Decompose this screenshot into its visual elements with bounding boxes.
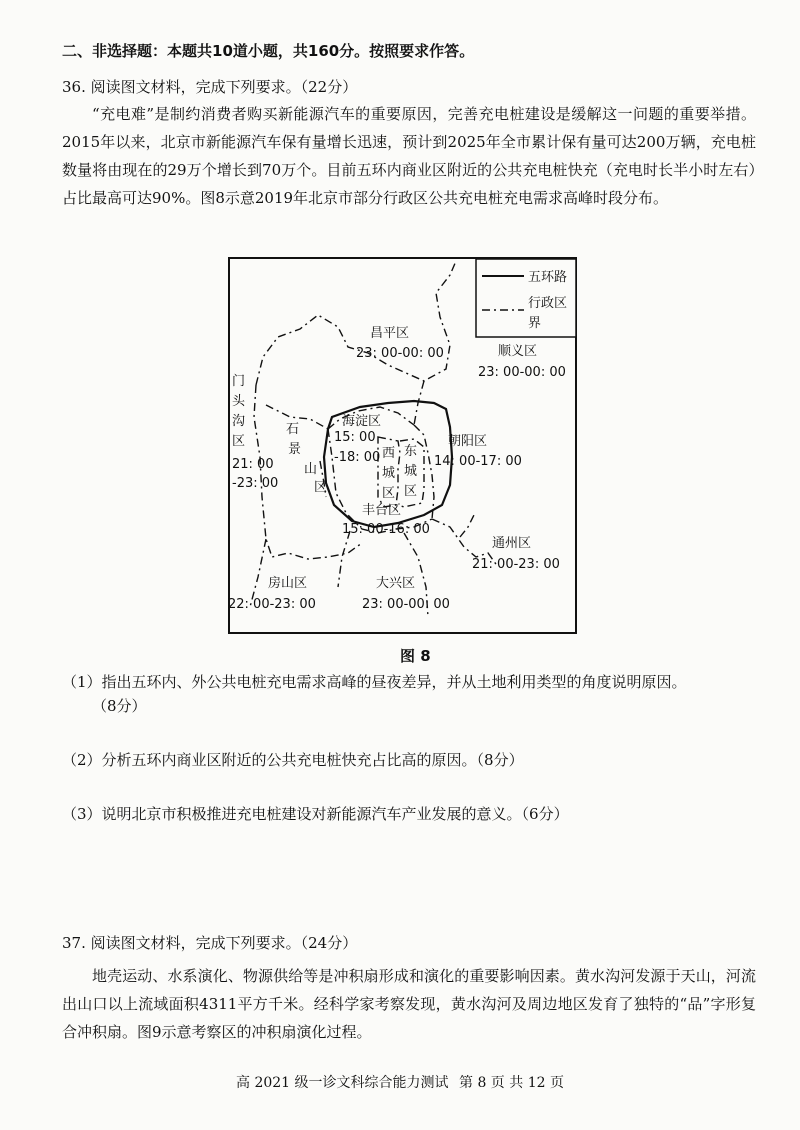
shunyi-label: 顺义区: [498, 344, 538, 359]
district-haidian: [334, 413, 381, 465]
footer-page-number: 第 8 页 共 12 页: [459, 1075, 564, 1091]
fangshan-peak-time: 22: 00-23: 00: [228, 597, 316, 612]
sub-1-score: （8分）: [92, 697, 147, 715]
shijingshan-char-2: 景: [288, 442, 302, 457]
mentougou-peak-time-2: -23: 00: [232, 476, 279, 491]
tongzhou-north-boundary: [460, 515, 474, 537]
question-37-material: 地壳运动、水系演化、物源供给等是冲积扇形成和演化的重要影响因素。黄水沟河发源于天山，河流出山口以上流域面积4311平方千米。经科学家考察发现，黄水沟河及周边地区发育了独特的“品”字形复合冲积扇。图9示意考察区的冲积扇演化过程。: [62, 967, 756, 1041]
chaoyang-label: 朝阳区: [448, 434, 488, 449]
legend-boundary-label-1: 行政区: [528, 296, 568, 311]
haidian-label: 海淀区: [342, 414, 382, 429]
figure-caption: 图 8: [400, 647, 431, 665]
shunyi-peak-time: 23: 00-00: 00: [478, 365, 566, 380]
district-fangshan: [228, 575, 316, 612]
dongcheng-char-3: 区: [404, 484, 418, 499]
shijingshan-char-4: 区: [314, 480, 328, 495]
question-36-material: “充电难”是制约消费者购买新能源汽车的重要原因，完善充电桩建设是缓解这一问题的重要举措。2015年以来，北京市新能源汽车保有量增长迅速，预计到2025年全市累计保有量可达200万辆，充电桩数量将由现在的29万个增长到70万个。目前五环内商业区附近的公共充电桩快充（充电时长半小时左右）占比最高可达90%。图8示意2019年北京市部分行政区公共充电桩充电需求高峰时段分布。: [62, 105, 756, 207]
district-changping: [356, 326, 444, 361]
page-footer: [0, 1072, 800, 1092]
district-daxing: [362, 575, 450, 612]
dongcheng-char-1: 东: [404, 444, 418, 459]
fengtai-label: 丰台区: [362, 503, 402, 518]
district-shijingshan: [286, 422, 327, 495]
legend-boundary-label-2: 界: [528, 316, 542, 331]
fengtai-peak-time: 15: 00-16: 00: [342, 522, 430, 537]
fangshan-daxing-boundary: [338, 531, 350, 587]
question-36-header: 36. 阅读图文材料，完成下列要求。（22分）: [62, 78, 358, 96]
mentougou-char-1: 门: [232, 374, 246, 389]
sub-1-text: （1）指出五环内、外公共电桩充电需求高峰的昼夜差异，并从土地利用类型的角度说明原因。: [62, 673, 687, 691]
xicheng-char-2: 城: [382, 466, 396, 481]
mentougou-peak-time-1: 21: 00: [232, 457, 274, 472]
haidian-peak-time-1: 15: 00: [334, 430, 376, 445]
district-tongzhou: [472, 536, 560, 572]
mentougou-char-4: 区: [232, 434, 246, 449]
northern-boundary: [256, 261, 456, 385]
figure-8-map: [228, 257, 578, 634]
daxing-label: 大兴区: [376, 576, 416, 591]
question-37-header: 37. 阅读图文材料，完成下列要求。（24分）: [62, 934, 358, 952]
changping-peak-time: 23: 00-00: 00: [356, 346, 444, 361]
dongcheng-char-2: 城: [404, 464, 418, 479]
tongzhou-label: 通州区: [492, 536, 532, 551]
district-xicheng: [382, 446, 395, 501]
question-36-sub-1: [62, 670, 762, 718]
footer-exam-title: 高 2021 级一诊文科综合能力测试: [236, 1075, 449, 1091]
changping-shunyi-boundary: [414, 381, 424, 425]
question-36-sub-3: （3）说明北京市积极推进充电桩建设对新能源汽车产业发展的意义。（6分）: [62, 805, 569, 823]
fangshan-label: 房山区: [268, 576, 308, 591]
shijingshan-char-1: 石: [286, 422, 300, 437]
haidian-peak-time-2: -18: 00: [334, 450, 381, 465]
chaoyang-peak-time: 14: 00-17: 00: [434, 454, 522, 469]
xicheng-char-1: 西: [382, 446, 396, 461]
xicheng-char-3: 区: [382, 486, 396, 501]
district-fengtai: [342, 502, 430, 537]
shijingshan-char-3: 山: [304, 462, 318, 477]
daxing-peak-time: 23: 00-00: 00: [362, 597, 450, 612]
changping-label: 昌平区: [370, 326, 410, 341]
district-dongcheng: [404, 444, 417, 499]
mentougou-char-3: 沟: [232, 414, 246, 429]
question-36-sub-2: （2）分析五环内商业区附近的公共充电桩快充占比高的原因。（8分）: [62, 751, 524, 769]
mentougou-char-2: 头: [232, 394, 246, 409]
section-header: 二、非选择题：本题共10道小题，共160分。按照要求作答。: [62, 42, 475, 60]
district-chaoyang: [434, 433, 522, 469]
district-shunyi: [478, 344, 566, 380]
tongzhou-peak-time: 21: 00-23: 00: [472, 557, 560, 572]
legend-ring-road-label: 五环路: [528, 270, 568, 285]
